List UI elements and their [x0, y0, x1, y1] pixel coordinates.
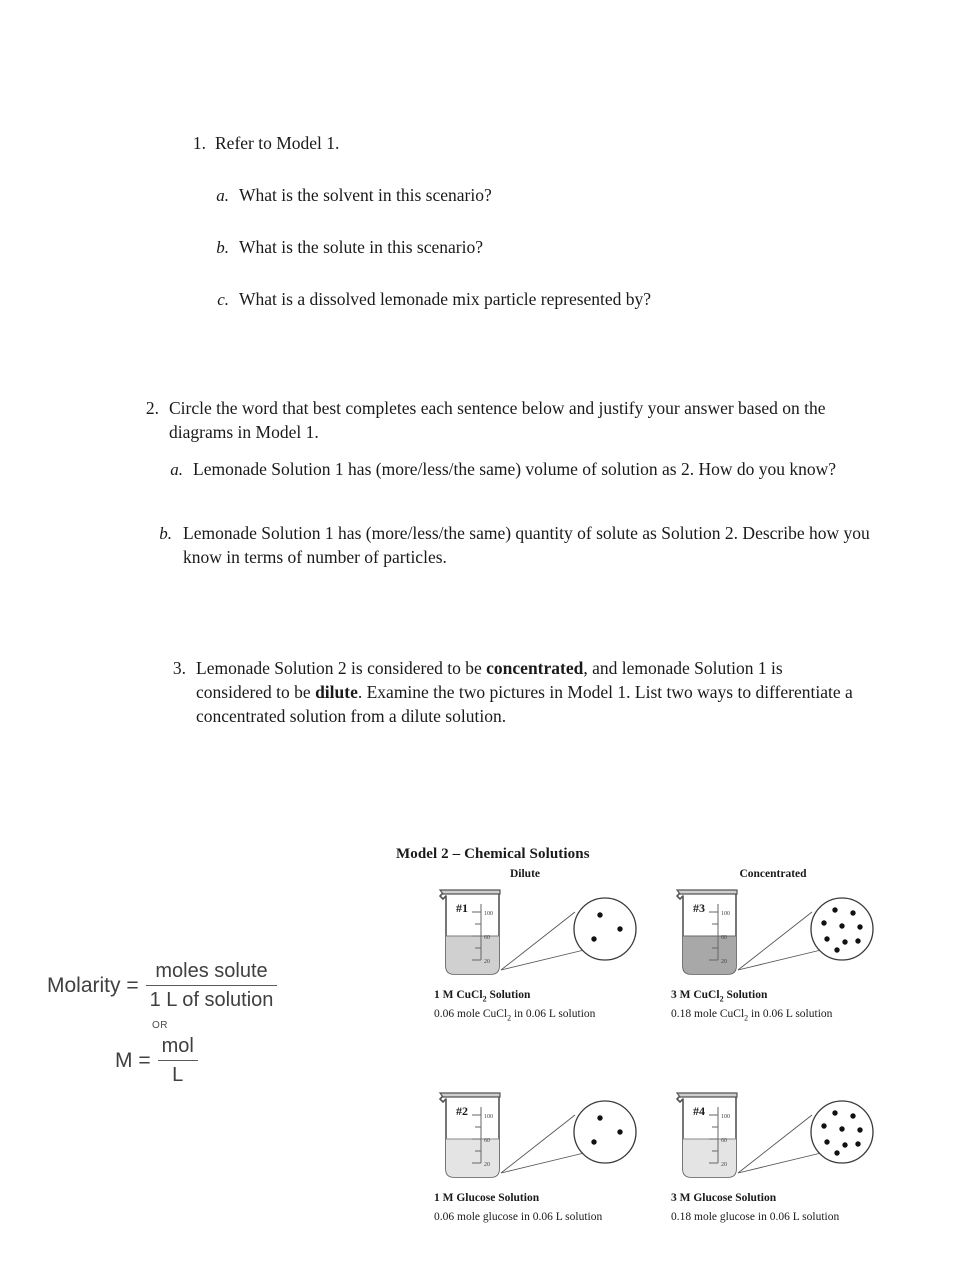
question-3-number: 3.: [172, 658, 186, 678]
question-2-block: [141, 397, 901, 570]
beaker-body-2: [440, 1093, 500, 1177]
particle: [834, 947, 839, 952]
question-1a-row: [215, 184, 888, 208]
magnifier-leader-lines-3: [738, 912, 821, 970]
question-2b-row: [158, 522, 901, 570]
molarity-short-equation: [115, 1035, 337, 1087]
question-1a-text: What is the solvent in this scenario?: [239, 184, 492, 205]
emphasized-term: concentrated: [486, 658, 584, 678]
beaker-caption-title-1: 1 M CuCl$_2$ Solution: [434, 989, 531, 1004]
beaker-caption-sub-4: 0.18 mole glucose in 0.06 L solution: [671, 1211, 840, 1224]
question-text-segment: , and lemonade Solution 1 is considered to be: [196, 658, 783, 702]
scale-label-60-1: 60: [484, 935, 490, 941]
particle: [850, 910, 855, 915]
magnifier-circle-3: [811, 898, 873, 960]
question-1b-letter: b.: [216, 237, 229, 257]
particle: [855, 938, 860, 943]
beaker-caption-sub-3: 0.18 mole CuCl$_2$ in 0.06 L solution: [671, 1008, 833, 1023]
molarity-fraction: [146, 960, 278, 1012]
molarity-numerator: moles solute: [146, 960, 278, 986]
beaker-diagram-1: [434, 882, 649, 987]
particle: [850, 1113, 855, 1118]
magnifier-leader-lines-1: [501, 912, 584, 970]
molarity-primary-equation: [47, 960, 337, 1012]
molarity-short-denominator: L: [172, 1064, 184, 1086]
question-text-segment: Lemonade Solution 2 is considered to be: [196, 658, 487, 678]
beaker-liquid-4: [683, 1139, 736, 1177]
particle: [591, 936, 596, 941]
question-3-row: [168, 657, 868, 729]
beaker-body-4: [677, 1093, 737, 1177]
question-2-row: [141, 397, 901, 445]
beaker-id-4: #4: [693, 1104, 705, 1118]
scale-label-20-4: 20: [721, 1162, 727, 1168]
beaker-rim-2: [440, 1093, 500, 1097]
column-heading-concentrated: Concentrated: [739, 868, 807, 880]
particle: [842, 939, 847, 944]
column-heading-dilute: Dilute: [509, 868, 541, 880]
beaker-caption-sub-2: 0.06 mole glucose in 0.06 L solution: [434, 1211, 603, 1224]
beaker-unit-4: [671, 1085, 886, 1226]
question-text-segment: . Examine the two pictures in Model 1. List two ways to differentiate a concentrated solution from a dilute solution.: [196, 681, 853, 726]
particle: [832, 1110, 837, 1115]
particle: [597, 1115, 602, 1120]
question-2a-letter: a.: [170, 459, 183, 479]
question-1-row: [188, 132, 888, 156]
question-2a-row: [169, 458, 901, 482]
model-2-section: [396, 846, 866, 1224]
beaker-body-1: [440, 890, 500, 974]
magnifier-circle-4: [811, 1101, 873, 1163]
beaker-rim-1: [440, 890, 500, 894]
scale-label-20-2: 20: [484, 1162, 490, 1168]
beaker-rim-3: [677, 890, 737, 894]
question-2-text: Circle the word that best completes each sentence below and justify your answer based on the diagrams in Model 1.: [169, 398, 826, 442]
beaker-id-1: #1: [456, 901, 468, 915]
beaker-id-2: #2: [456, 1104, 468, 1118]
question-2-number: 2.: [145, 398, 159, 418]
model-2-title: Model 2 – Chemical Solutions: [396, 846, 590, 862]
question-1b-text: What is the solute in this scenario?: [239, 236, 483, 257]
molarity-short-numerator: mol: [158, 1035, 198, 1061]
particle: [857, 1127, 862, 1132]
beaker-caption-title-4: 3 M Glucose Solution: [671, 1192, 777, 1204]
molarity-or-label: OR: [152, 1020, 168, 1031]
particle: [839, 923, 844, 928]
particle: [855, 1141, 860, 1146]
particle: [617, 1129, 622, 1134]
particle: [834, 1150, 839, 1155]
question-1c-text: What is a dissolved lemonade mix particle represented by?: [239, 288, 652, 309]
particle: [591, 1139, 596, 1144]
magnifier-leader-lines-2: [501, 1115, 584, 1173]
particle: [839, 1126, 844, 1131]
beaker-caption-title-3: 3 M CuCl$_2$ Solution: [671, 989, 768, 1004]
scale-label-100-1: 100: [484, 911, 493, 917]
molarity-formula: [47, 960, 337, 1087]
beaker-diagram-2: [434, 1085, 649, 1190]
question-1-block: [188, 132, 888, 312]
beaker-unit-3: [671, 882, 886, 1023]
particle: [821, 1123, 826, 1128]
scale-label-100-3: 100: [721, 911, 730, 917]
question-2a-text: Lemonade Solution 1 has (more/less/the same) volume of solution as 2. How do you know?: [193, 458, 837, 479]
question-1c-letter: c.: [217, 289, 229, 309]
magnifier-circle-1: [574, 898, 636, 960]
beaker-id-3: #3: [693, 901, 705, 915]
question-2b-text: Lemonade Solution 1 has (more/less/the same) quantity of solute as Solution 2. Describe how you know in terms of number of particles.: [183, 522, 870, 567]
question-1a-letter: a.: [216, 185, 229, 205]
particle: [821, 920, 826, 925]
particle: [597, 912, 602, 917]
molarity-label: Molarity =: [47, 974, 139, 997]
beaker-liquid-3: [683, 936, 736, 974]
question-3-block: [168, 657, 868, 729]
beaker-liquid-1: [446, 936, 499, 974]
particle: [824, 1139, 829, 1144]
magnifier-circle-2: [574, 1101, 636, 1163]
beaker-diagram-4: [671, 1085, 886, 1190]
question-2b-letter: b.: [159, 523, 172, 543]
beaker-rim-4: [677, 1093, 737, 1097]
scale-label-60-3: 60: [721, 935, 727, 941]
question-1b-row: [215, 236, 888, 260]
question-1-number: 1.: [192, 133, 206, 153]
beaker-diagram-3: [671, 882, 886, 987]
beaker-unit-1: [434, 882, 649, 1023]
scale-label-100-2: 100: [484, 1114, 493, 1120]
particle: [842, 1142, 847, 1147]
beaker-caption-title-2: 1 M Glucose Solution: [434, 1192, 540, 1204]
molarity-short-label: M =: [115, 1049, 151, 1072]
molarity-short-fraction: [158, 1035, 198, 1087]
magnifier-leader-lines-4: [738, 1115, 821, 1173]
particle: [857, 924, 862, 929]
beaker-body-3: [677, 890, 737, 974]
particle: [617, 926, 622, 931]
scale-label-100-4: 100: [721, 1114, 730, 1120]
particle: [824, 936, 829, 941]
particle: [832, 907, 837, 912]
question-1c-row: [215, 288, 888, 312]
scale-label-60-4: 60: [721, 1138, 727, 1144]
beaker-unit-2: [434, 1085, 649, 1226]
scale-label-20-3: 20: [721, 959, 727, 965]
scale-label-60-2: 60: [484, 1138, 490, 1144]
question-3-text: [196, 657, 860, 729]
scale-label-20-1: 20: [484, 959, 490, 965]
beaker-caption-sub-1: 0.06 mole CuCl$_2$ in 0.06 L solution: [434, 1008, 596, 1023]
beaker-liquid-2: [446, 1139, 499, 1177]
molarity-denominator: 1 L of solution: [149, 989, 274, 1011]
emphasized-term: dilute: [315, 681, 358, 702]
question-1-text: Refer to Model 1.: [215, 133, 340, 153]
